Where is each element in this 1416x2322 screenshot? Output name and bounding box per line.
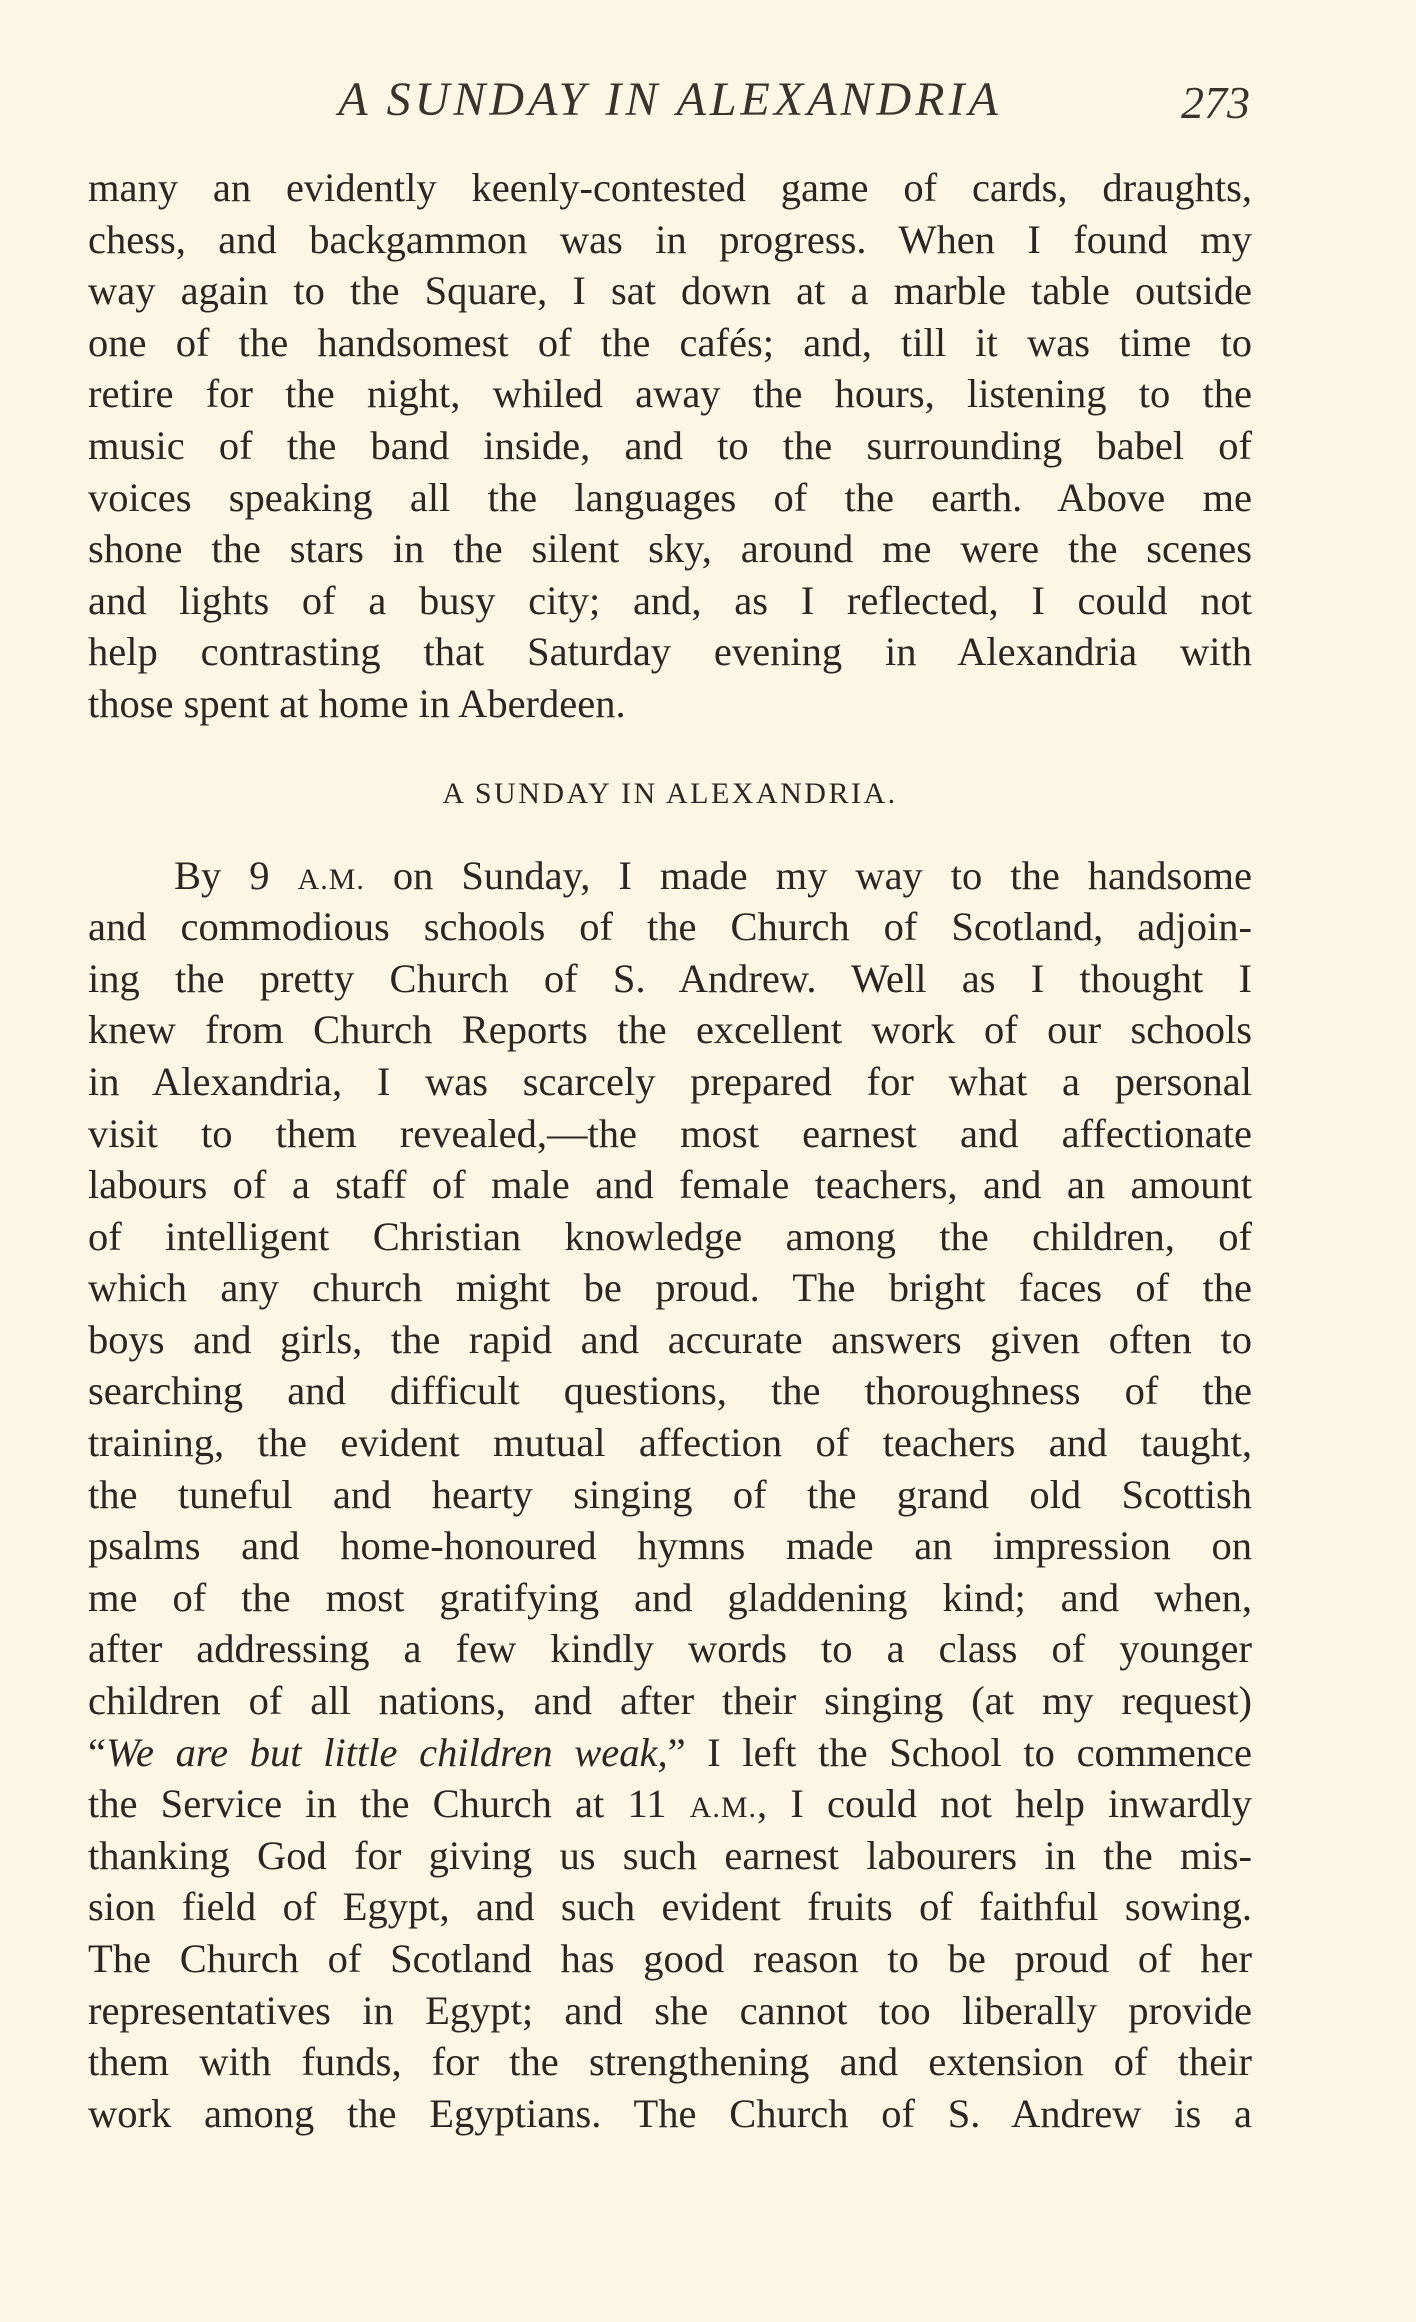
text-line: ing the pretty Church of S. Andrew. Well as I thought I [88,955,1252,1001]
running-head [90,72,1250,132]
paragraph-1 [88,162,1252,730]
text-run: on Sunday, I made my way to the handsome [364,852,1252,898]
text-line: thanking God for giving us such earnest labourers in the mis- [88,1832,1252,1878]
paragraph-2 [88,850,1252,2140]
text-run: “ [88,1729,106,1775]
text-line: the tuneful and hearty singing of the grand old Scottish [88,1471,1252,1517]
text-run: the Service in the Church at 11 [88,1781,690,1827]
text-run: , I could not help inwardly [757,1781,1252,1827]
text-line: in Alexandria, I was scarcely prepared for what a personal [88,1058,1252,1104]
text-run: ” I left the School to commence [667,1729,1252,1775]
text-line: labours of a staff of male and female teachers, and an amount [88,1162,1252,1208]
text-line: me of the most gratifying and gladdening kind; and when, [88,1574,1252,1620]
text-line: shone the stars in the silent sky, around me were the scenes [88,526,1252,572]
text-line: voices speaking all the languages of the earth. Above me [88,474,1252,520]
text-line: which any church might be proud. The bright faces of the [88,1265,1252,1311]
text-line: searching and difficult questions, the thoroughness of the [88,1368,1252,1414]
text-line: work among the Egyptians. The Church of S. Andrew is a [88,2090,1252,2136]
text-line: psalms and home-honoured hymns made an impression on [88,1523,1252,1569]
text-line: many an evidently keenly-contested game of cards, draughts, [88,165,1252,210]
page-number: 273 [1181,77,1250,128]
text-line: one of the handsomest of the cafés; and, till it was time to [88,319,1252,365]
small-caps-time: A.M. [689,1791,758,1825]
text-line: after addressing a few kindly words to a class of younger [88,1626,1252,1672]
text-line: representatives in Egypt; and she cannot too liberally provide [88,1987,1252,2033]
text-line: music of the band inside, and to the surrounding babel of [88,422,1252,468]
italic-hymn-title: We are but little children weak, [105,1729,668,1775]
text-line: children of all nations, and after their singing (at my request) [88,1678,1252,1724]
text-line [88,850,1252,902]
text-line: and commodious schools of the Church of Scotland, adjoin- [88,904,1252,950]
text-line: visit to them revealed,—the most earnest and affectionate [88,1110,1252,1156]
text-line: retire for the night, whiled away the hours, listening to the [88,371,1252,417]
text-line: of intelligent Christian knowledge among the children, of [88,1213,1252,1259]
text-line: boys and girls, the rapid and accurate answers given often to [88,1316,1252,1362]
text-line [88,1778,1252,1830]
text-line: those spent at home in Aberdeen. [88,680,626,726]
small-caps-time: A.M. [297,862,365,896]
running-title: A SUNDAY IN ALEXANDRIA [338,73,1002,126]
text-line: training, the evident mutual affection of teachers and taught, [88,1420,1252,1466]
text-line [88,1727,1252,1779]
section-heading: A SUNDAY IN ALEXANDRIA. [442,776,898,810]
text-line: The Church of Scotland has good reason to be proud of her [88,1936,1252,1981]
text-line: knew from Church Reports the excellent work of our schools [88,1007,1252,1053]
text-run: By 9 [174,852,298,898]
text-line: sion field of Egypt, and such evident fruits of faithful sowing. [88,1884,1252,1930]
text-line: and lights of a busy city; and, as I reflected, I could not [88,577,1252,623]
text-line: them with funds, for the strengthening and extension of their [88,2039,1252,2085]
text-line: help contrasting that Saturday evening in Alexandria with [88,629,1252,675]
text-line: chess, and backgammon was in progress. When I found my [88,216,1252,262]
text-line: way again to the Square, I sat down at a marble table outside [88,268,1252,314]
body-text [88,162,1252,2139]
